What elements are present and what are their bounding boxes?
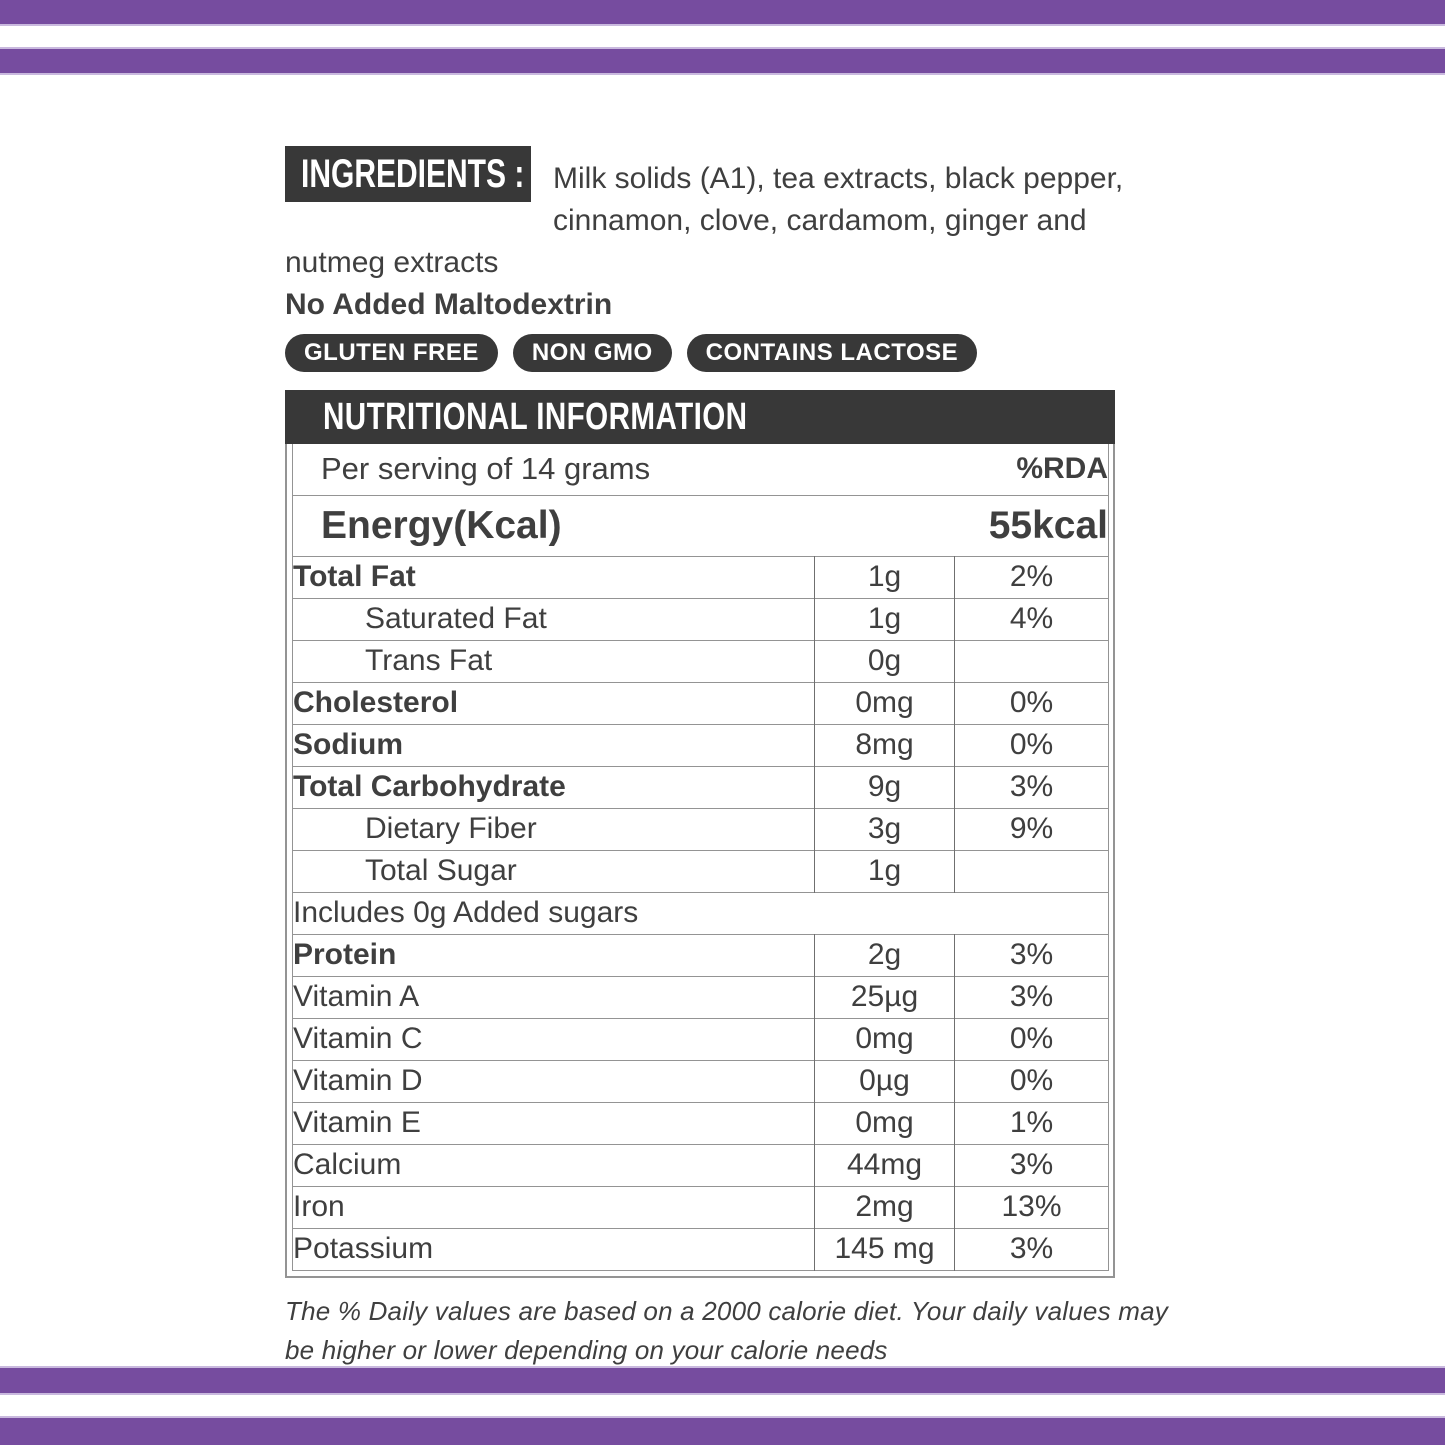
energy-label: Energy(Kcal) (321, 503, 562, 547)
nutrient-rda: 3% (955, 766, 1109, 808)
ingredients-heading-box (285, 146, 531, 202)
nutrient-label: Trans Fat (365, 644, 493, 677)
nutrient-rda: 13% (955, 1186, 1109, 1228)
row-cholesterol (293, 682, 1109, 724)
nutrition-header-bar (285, 390, 1115, 444)
nutrient-label: Vitamin C (293, 1022, 423, 1055)
badge-contains-lactose: CONTAINS LACTOSE (687, 334, 977, 372)
nutrient-amount: 145 mg (815, 1228, 955, 1270)
nutrient-rda: 3% (955, 1144, 1109, 1186)
nutrient-rda: 1% (955, 1102, 1109, 1144)
nutrient-label: Vitamin D (293, 1064, 423, 1097)
bottom-stripe-2 (0, 1416, 1445, 1445)
nutrient-rda: 0% (955, 1018, 1109, 1060)
row-protein (293, 934, 1109, 976)
row-potassium (293, 1228, 1109, 1270)
nutrient-amount: 1g (815, 598, 955, 640)
nutrient-amount: 0mg (815, 1102, 955, 1144)
badge-gluten-free: GLUTEN FREE (285, 334, 498, 372)
nutrient-amount: 44mg (815, 1144, 955, 1186)
nutrient-label: Saturated Fat (365, 602, 547, 635)
row-vitamin-e (293, 1102, 1109, 1144)
nutrient-amount: 0g (815, 640, 955, 682)
nutrient-amount: 1g (815, 556, 955, 598)
nutrient-amount: 0mg (815, 1018, 955, 1060)
label-content (285, 146, 1168, 1370)
nutrient-rda: 0% (955, 682, 1109, 724)
no-added-maltodextrin-text: No Added Maltodextrin (285, 288, 613, 321)
top-stripe-2 (0, 47, 1445, 75)
nutrient-amount: 0µg (815, 1060, 955, 1102)
badges-row (285, 334, 1165, 372)
nutrient-amount: 25µg (815, 976, 955, 1018)
nutrient-amount: 2mg (815, 1186, 955, 1228)
nutrient-rda: 3% (955, 934, 1109, 976)
nutrient-rda: 3% (955, 976, 1109, 1018)
serving-row (293, 444, 1109, 495)
rda-header: %RDA (1016, 452, 1109, 486)
row-vitamin-c (293, 1018, 1109, 1060)
bottom-stripe-1 (0, 1366, 1445, 1395)
nutrient-rda: 0% (955, 724, 1109, 766)
includes-added-sugars-note: Includes 0g Added sugars (293, 896, 639, 929)
nutrient-rda: 0% (955, 1060, 1109, 1102)
nutrient-rda (955, 850, 1109, 892)
nutrient-rda: 2% (955, 556, 1109, 598)
daily-value-disclaimer: The % Daily values are based on a 2000 calorie diet. Your daily values may be higher or lower depending on your calorie needs (285, 1295, 1168, 1365)
row-total-carbohydrate (293, 766, 1109, 808)
nutrient-label: Potassium (293, 1232, 434, 1265)
nutrient-rda: 4% (955, 598, 1109, 640)
nutrient-rda: 9% (955, 808, 1109, 850)
row-saturated-fat (293, 598, 1109, 640)
row-trans-fat (293, 640, 1109, 682)
nutrient-label: Calcium (293, 1148, 402, 1181)
nutrient-amount: 0mg (815, 682, 955, 724)
energy-value: 55kcal (988, 503, 1109, 547)
nutrient-rda (955, 640, 1109, 682)
row-sodium (293, 724, 1109, 766)
serving-label: Per serving of 14 grams (321, 451, 651, 487)
nutrient-label: Total Fat (293, 560, 416, 593)
nutrient-label: Protein (293, 938, 397, 971)
nutrient-label: Vitamin A (293, 980, 420, 1013)
nutrient-rda: 3% (955, 1228, 1109, 1270)
nutrient-amount: 3g (815, 808, 955, 850)
nutrient-amount: 2g (815, 934, 955, 976)
top-stripe-1 (0, 0, 1445, 26)
ingredients-heading-text: INGREDIENTS : (301, 152, 525, 196)
row-total-fat (293, 556, 1109, 598)
row-iron (293, 1186, 1109, 1228)
row-vitamin-a (293, 976, 1109, 1018)
nutrient-label: Dietary Fiber (365, 812, 537, 845)
row-dietary-fiber (293, 808, 1109, 850)
nutrition-table (292, 444, 1109, 1271)
nutrient-label: Cholesterol (293, 686, 459, 719)
nutrient-label: Total Carbohydrate (293, 770, 566, 803)
nutrient-label: Total Sugar (365, 854, 517, 887)
row-vitamin-d (293, 1060, 1109, 1102)
badge-non-gmo: NON GMO (513, 334, 672, 372)
nutrient-amount: 9g (815, 766, 955, 808)
row-total-sugar (293, 850, 1109, 892)
nutrient-amount: 1g (815, 850, 955, 892)
ingredients-text: Milk solids (A1), tea extracts, black pepper, cinnamon, clove, cardamom, ginger and nutmeg extracts (285, 162, 1124, 279)
row-calcium (293, 1144, 1109, 1186)
ingredients-section (285, 146, 1165, 326)
row-includes-0g-added-sugars (293, 892, 1109, 934)
nutrition-table-frame (285, 444, 1115, 1278)
nutrient-label: Iron (293, 1190, 345, 1223)
nutrient-label: Vitamin E (293, 1106, 421, 1139)
nutrient-amount: 8mg (815, 724, 955, 766)
energy-row (293, 495, 1109, 556)
nutrition-title: NUTRITIONAL INFORMATION (323, 395, 748, 438)
nutrient-label: Sodium (293, 728, 403, 761)
